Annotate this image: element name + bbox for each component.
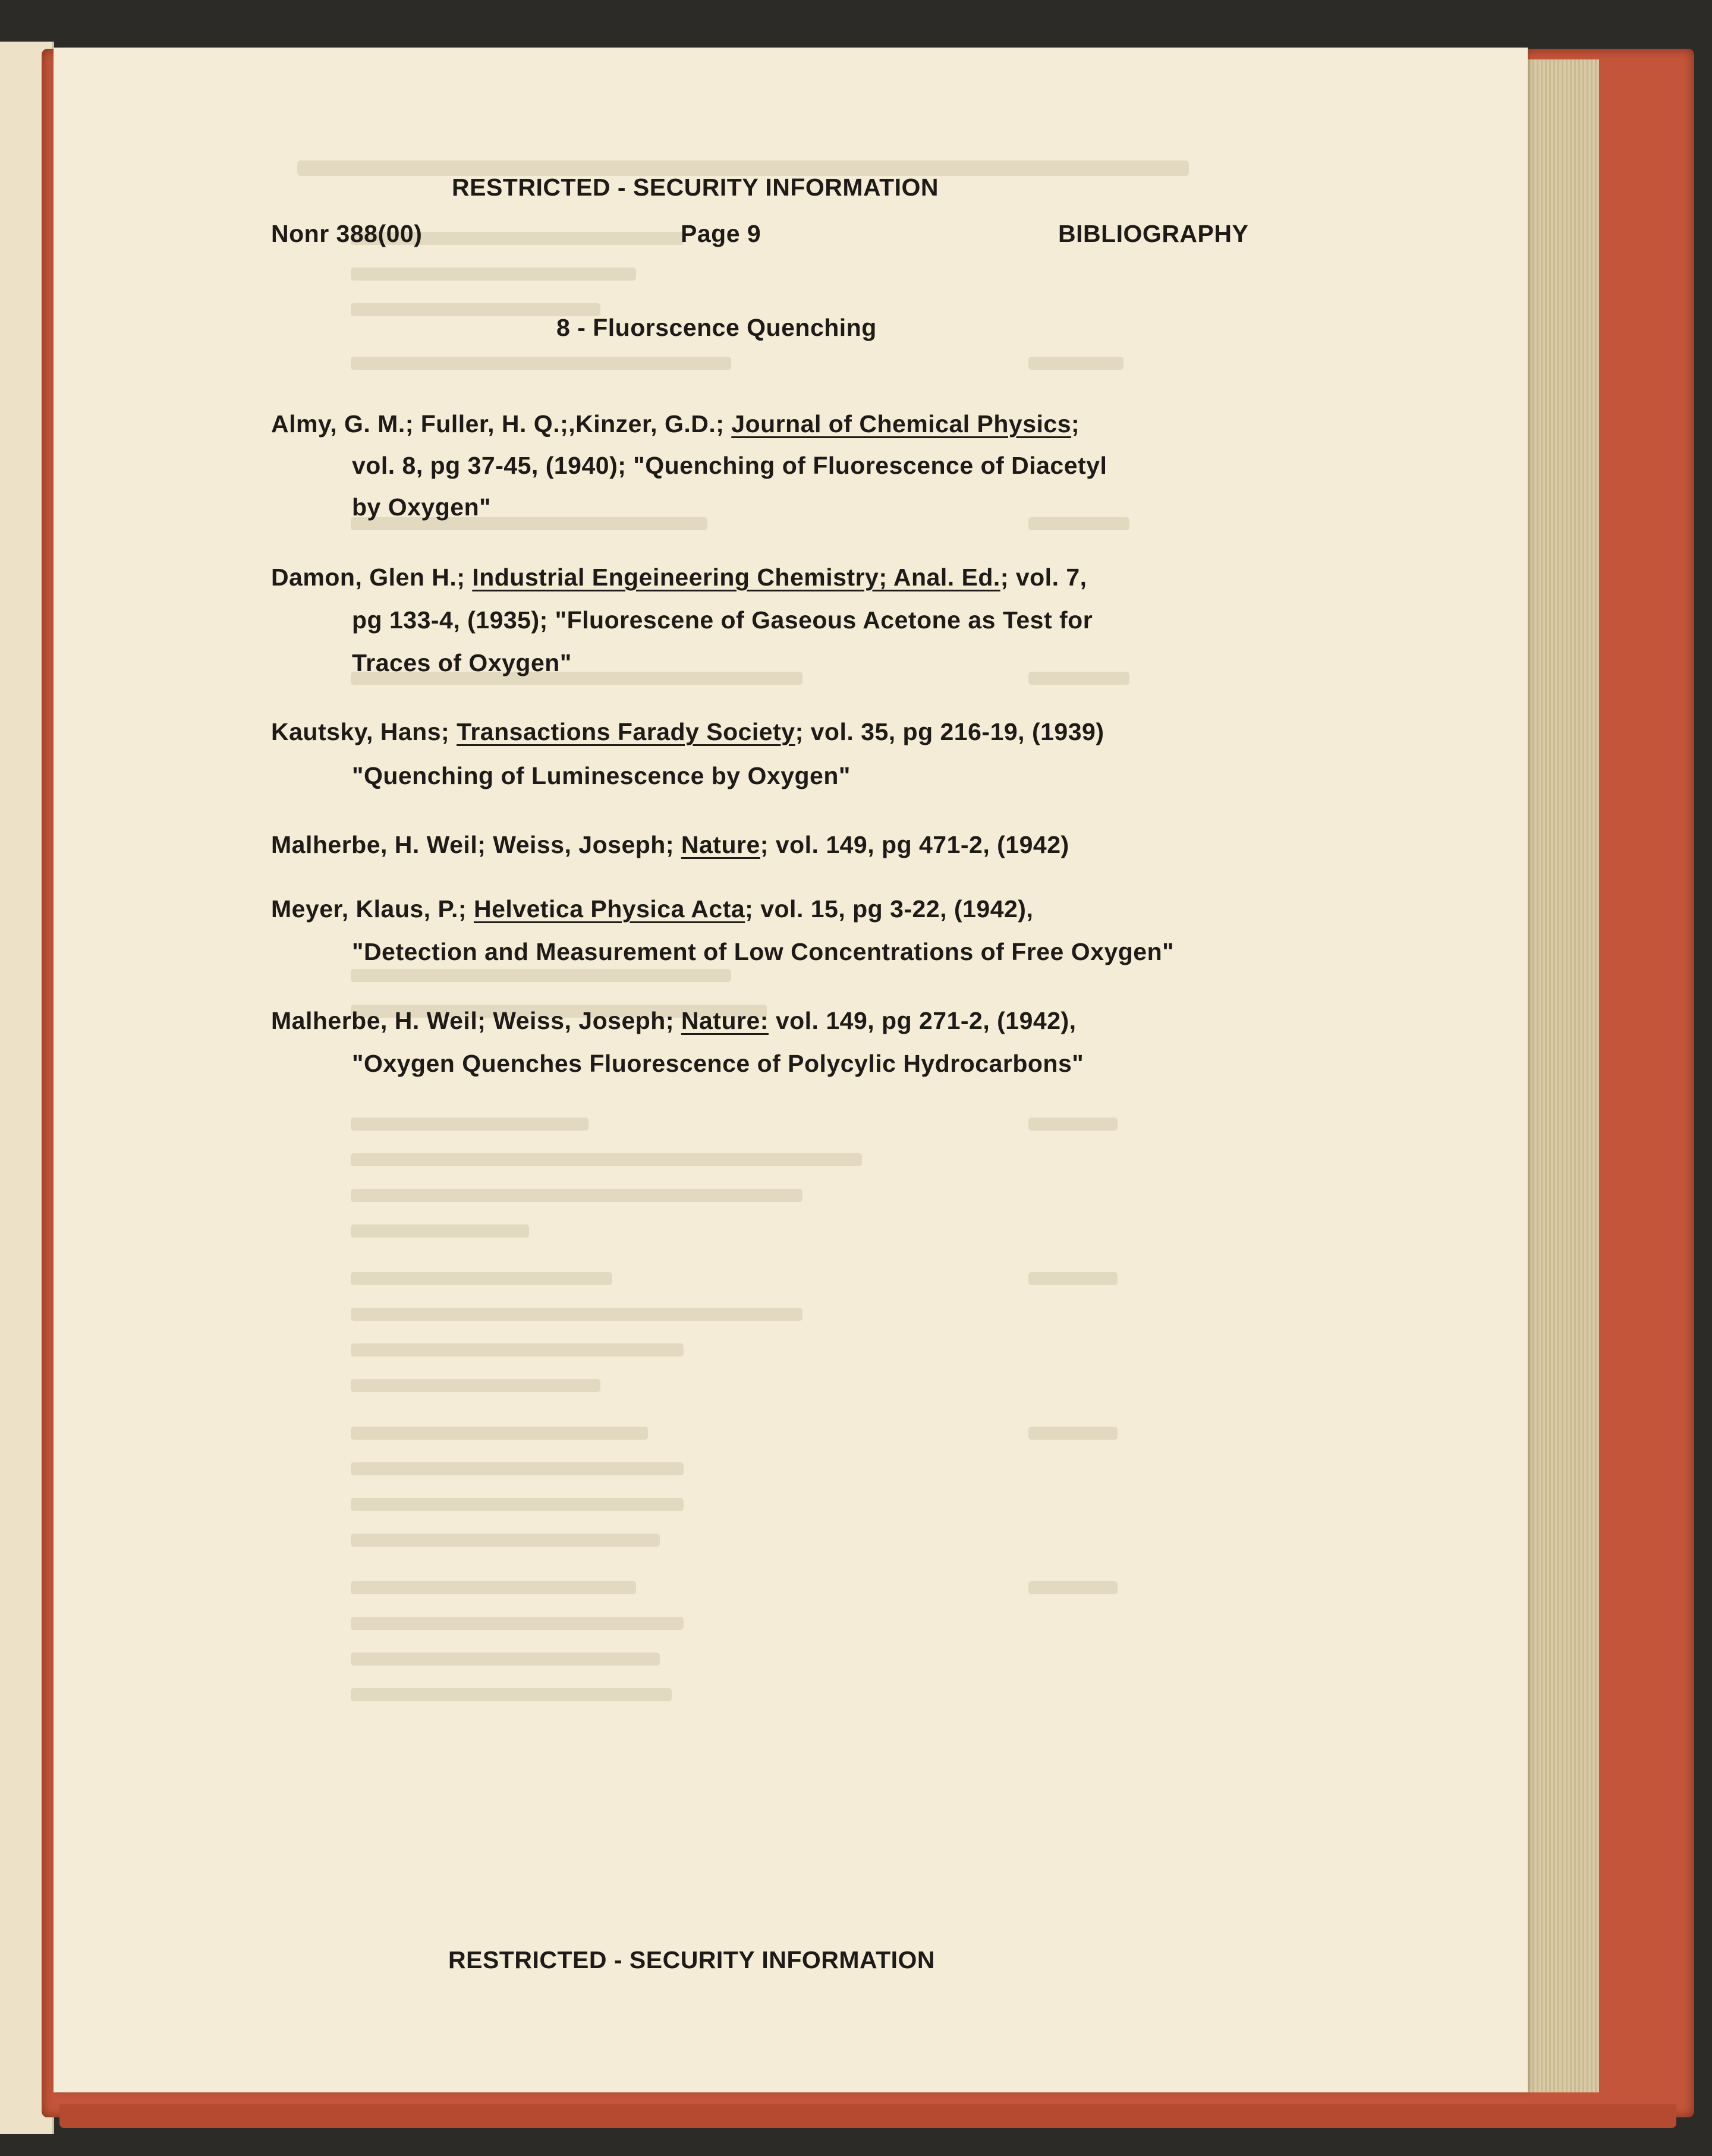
section-label: BIBLIOGRAPHY [1058,220,1249,247]
citation-line: pg 133-4, (1935); "Fluorescene of Gaseous Acetone as Test for [352,606,1093,634]
citation-line: "Oxygen Quenches Fluorescence of Polycylic Hydrocarbons" [352,1050,1084,1077]
journal-title: Helvetica Physica Acta [473,895,745,923]
citation-line [271,895,1033,923]
citation-line [271,410,1080,438]
citation-text: Meyer, Klaus, P.; [271,895,474,923]
journal-title: Transactions Farady Society [457,718,795,745]
citation-text: vol. 149, pg 271-2, (1942), [768,1007,1077,1034]
page-stack [1522,59,1599,2092]
journal-title: Nature: [681,1007,769,1034]
citation-line [271,564,1087,591]
citation-text: Malherbe, H. Weil; Weiss, Joseph; [271,1007,681,1034]
contract-number: Nonr 388(00) [271,220,423,247]
citation-line: by Oxygen" [352,493,492,521]
section-title: 8 - Fluorscence Quenching [556,314,877,341]
citation-line: vol. 8, pg 37-45, (1940); "Quenching of Fluorescence of Diacetyl [352,452,1107,479]
citation-line: "Detection and Measurement of Low Concentrations of Free Oxygen" [352,938,1175,965]
book-cover-edge [59,2104,1676,2128]
citation-text: ; vol. 7, [1000,564,1087,591]
citation-text: Almy, G. M.; Fuller, H. Q.;,Kinzer, G.D.; [271,410,732,438]
citation-line [271,1007,1077,1035]
security-banner-top: RESTRICTED - SECURITY INFORMATION [452,174,939,201]
citation-text: Damon, Glen H.; [271,564,473,591]
journal-title: Industrial Engeineering Chemistry; Anal. Ed. [472,564,1000,591]
citation-text: Kautsky, Hans; [271,718,457,745]
journal-title: Journal of Chemical Physics [731,410,1072,438]
journal-title: Nature [681,831,760,858]
security-banner-bottom: RESTRICTED - SECURITY INFORMATION [448,1946,936,1974]
citation-text: Malherbe, H. Weil; Weiss, Joseph; [271,831,681,858]
citation-line: Traces of Oxygen" [352,649,572,676]
citation-line [271,831,1069,859]
citation-text: ; vol. 149, pg 471-2, (1942) [760,831,1069,858]
page-number: Page 9 [681,220,761,247]
citation-text: ; vol. 35, pg 216-19, (1939) [795,718,1104,745]
citation-text: ; vol. 15, pg 3-22, (1942), [745,895,1034,923]
citation-line [271,718,1104,746]
document-page [54,48,1528,2092]
citation-line: "Quenching of Luminescence by Oxygen" [352,762,851,789]
citation-text: ; [1071,410,1080,438]
